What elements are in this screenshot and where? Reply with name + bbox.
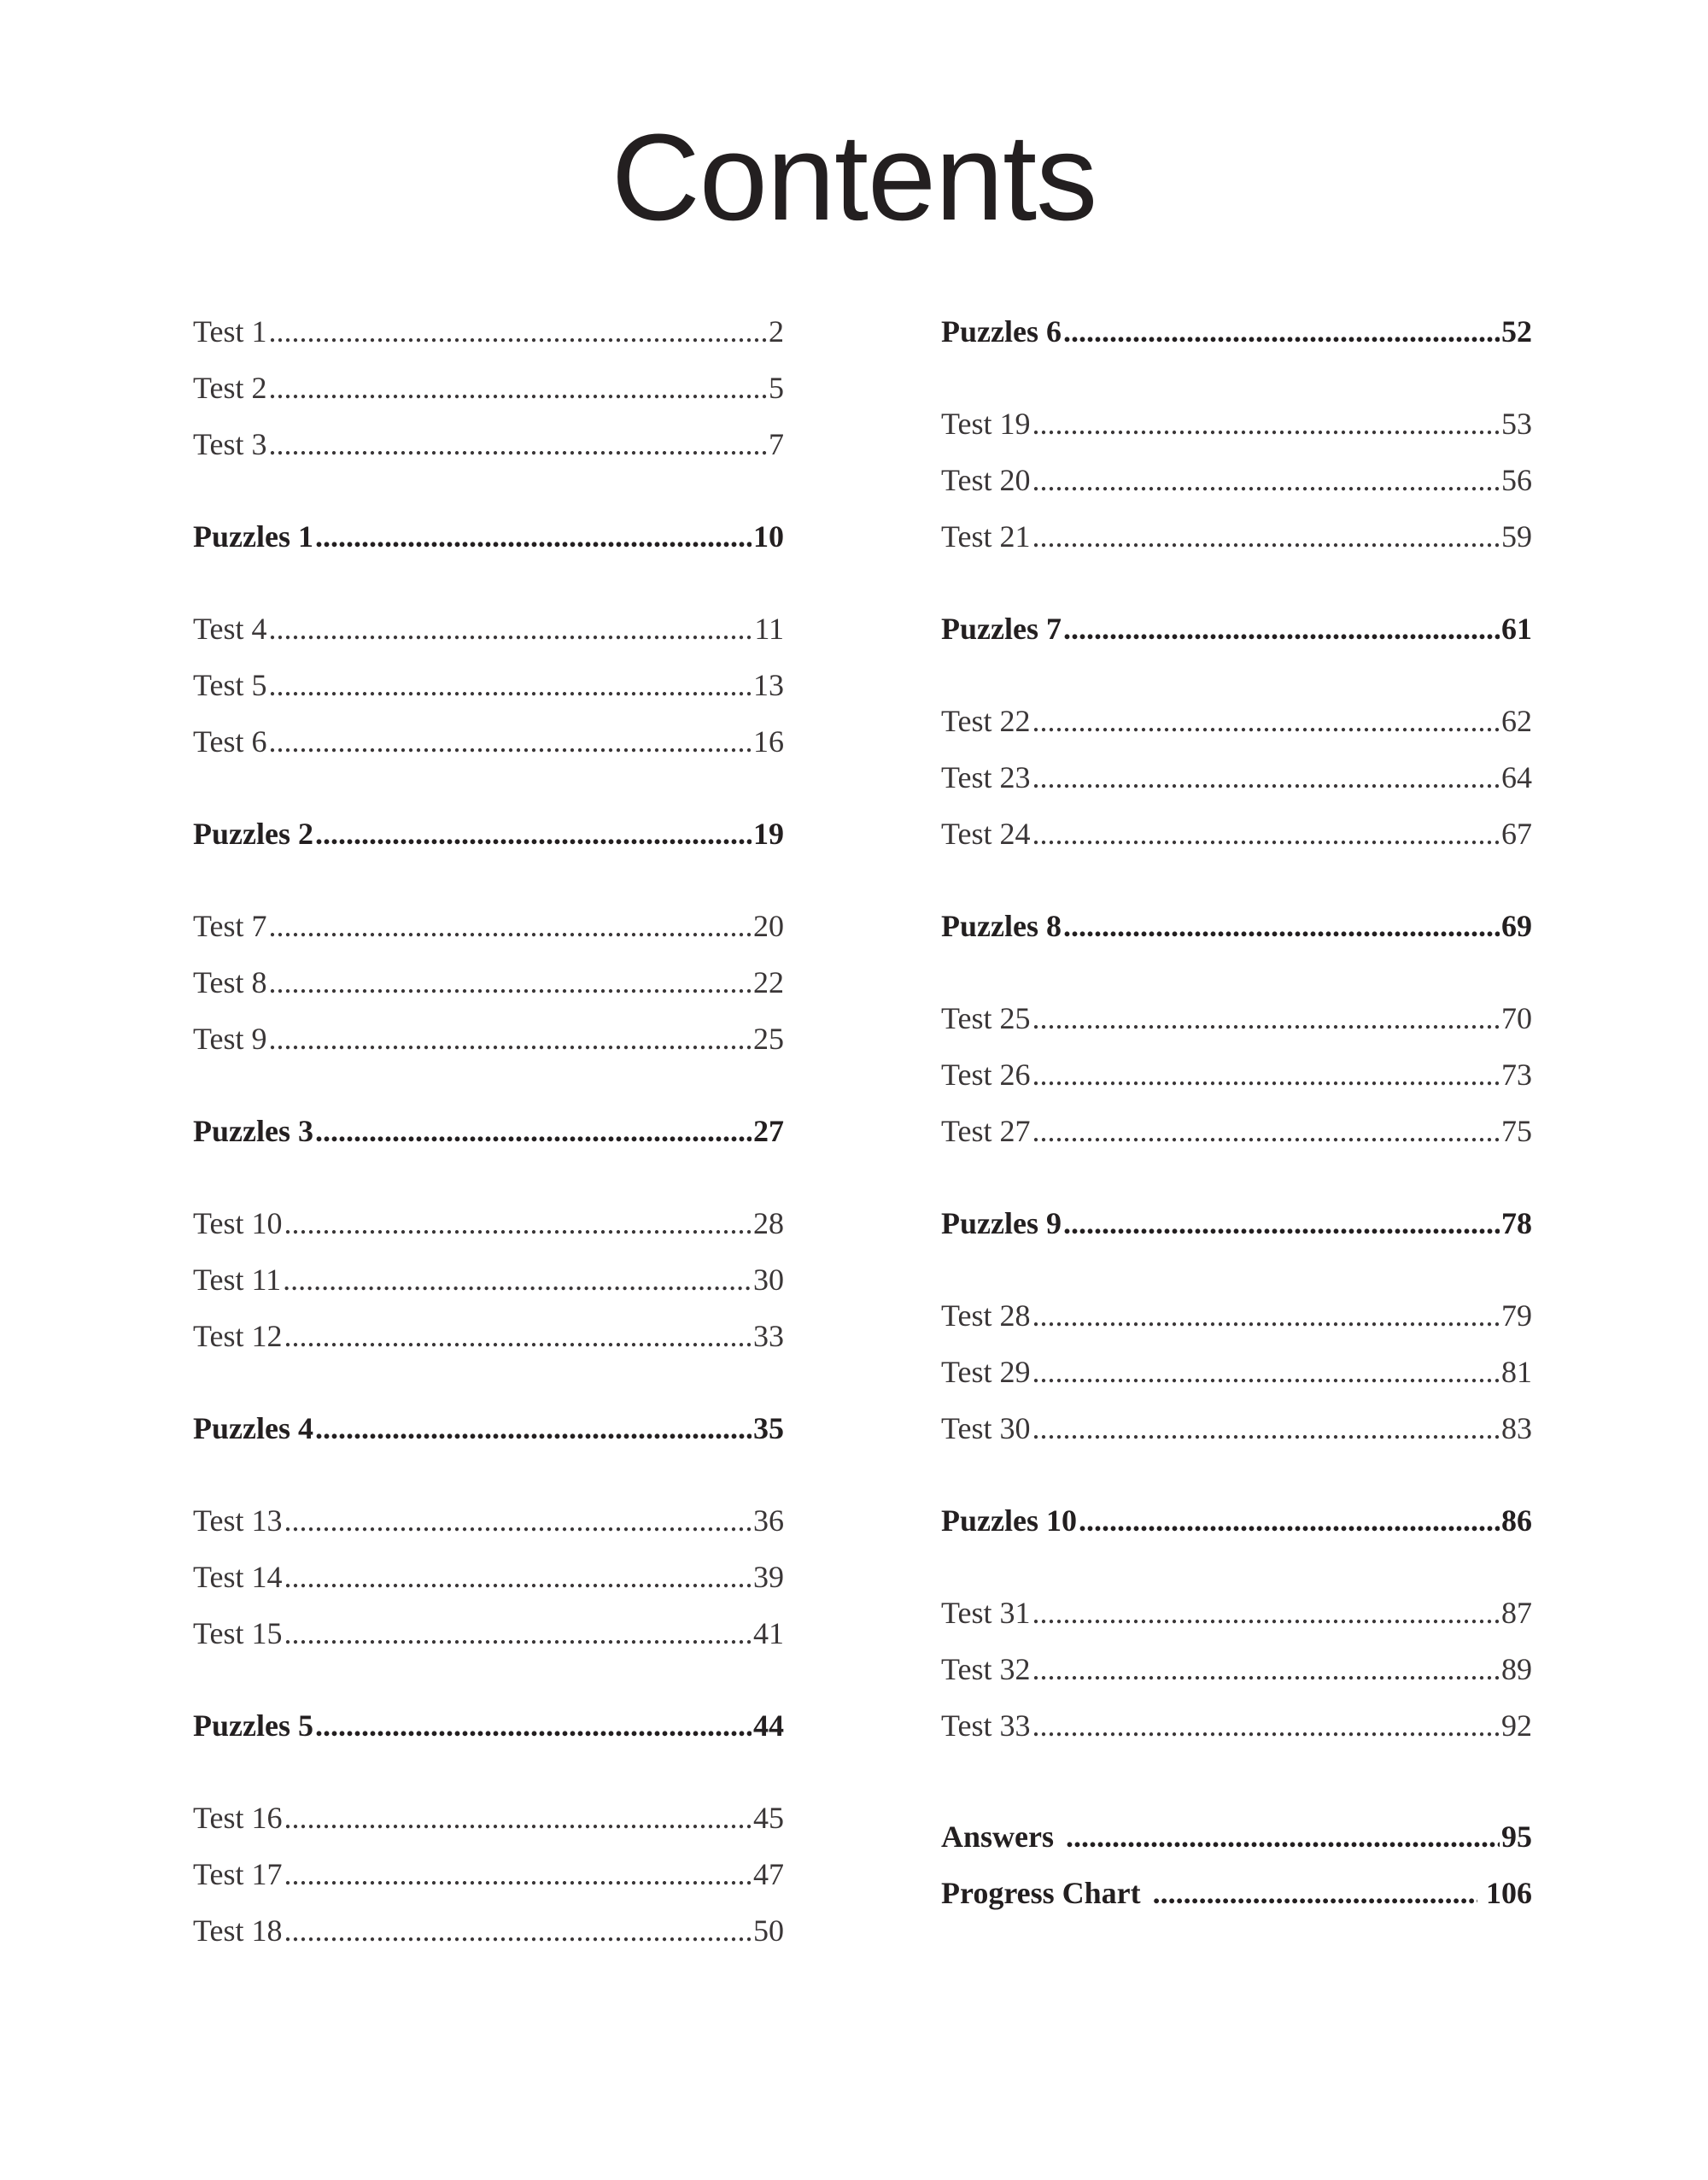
- toc-left-column: [193, 313, 784, 1968]
- toc-right-column: [941, 313, 1532, 1931]
- toc-entry-label: Puzzles 1: [193, 519, 313, 554]
- toc-entry[interactable]: [193, 907, 784, 945]
- toc-entry-label: Test 31: [941, 1596, 1031, 1630]
- toc-entry-label: Puzzles 9: [941, 1206, 1062, 1240]
- leader-dots: [268, 964, 752, 1001]
- toc-entry-label: Puzzles 4: [193, 1411, 313, 1445]
- toc-entry[interactable]: [941, 461, 1532, 499]
- toc-entry-label: Test 20: [941, 463, 1031, 497]
- toc-entry[interactable]: [193, 1912, 784, 1949]
- toc-entry[interactable]: [941, 1594, 1532, 1632]
- leader-dots: [1032, 461, 1500, 499]
- toc-entry-page: 25: [753, 1022, 784, 1056]
- leader-dots: [1032, 1297, 1500, 1334]
- toc-entry[interactable]: [193, 1204, 784, 1242]
- toc-entry-label: Test 7: [193, 909, 267, 943]
- leader-dots: [1032, 1056, 1500, 1093]
- leader-dots: [283, 1261, 752, 1298]
- toc-entry-page: 78: [1501, 1206, 1532, 1240]
- toc-entry-page: 83: [1501, 1411, 1532, 1445]
- toc-section-entry[interactable]: [941, 610, 1532, 648]
- toc-entry[interactable]: [941, 1650, 1532, 1688]
- toc-section-entry[interactable]: [941, 1818, 1532, 1855]
- leader-dots: [284, 1204, 752, 1242]
- leader-dots: [315, 815, 752, 853]
- toc-section-entry[interactable]: [193, 1112, 784, 1150]
- toc-section-entry[interactable]: [941, 1874, 1532, 1912]
- toc-entry-page: 87: [1501, 1596, 1532, 1630]
- toc-entry-label: Puzzles 5: [193, 1708, 313, 1743]
- toc-entry-page: 89: [1501, 1652, 1532, 1686]
- toc-entry[interactable]: [193, 610, 784, 648]
- toc-entry[interactable]: [193, 1855, 784, 1893]
- toc-entry-page: 86: [1501, 1503, 1532, 1538]
- toc-entry-page: 56: [1501, 463, 1532, 497]
- toc-entry-label: Test 32: [941, 1652, 1031, 1686]
- toc-entry-label: Puzzles 8: [941, 909, 1062, 943]
- toc-entry[interactable]: [941, 518, 1532, 555]
- toc-entry-label: Test 10: [193, 1206, 283, 1240]
- toc-entry[interactable]: [193, 1020, 784, 1058]
- toc-entry-page: 30: [753, 1263, 784, 1297]
- toc-entry-page: 5: [769, 371, 784, 405]
- toc-entry-page: 81: [1501, 1355, 1532, 1389]
- toc-entry[interactable]: [193, 425, 784, 463]
- toc-entry[interactable]: [941, 405, 1532, 442]
- toc-entry-page: 7: [769, 427, 784, 461]
- toc-section-entry[interactable]: [193, 1707, 784, 1744]
- page-title: Contents: [611, 108, 1097, 246]
- toc-entry-label: Test 15: [193, 1616, 283, 1650]
- leader-dots: [268, 610, 752, 648]
- toc-entry-page: 53: [1501, 407, 1532, 441]
- leader-dots: [315, 1409, 752, 1447]
- toc-entry-label: Test 9: [193, 1022, 267, 1056]
- leader-dots: [1032, 1650, 1500, 1688]
- toc-entry-label: Test 25: [941, 1001, 1031, 1035]
- toc-entry-label: Progress Chart: [941, 1876, 1141, 1910]
- leader-dots: [284, 1502, 752, 1539]
- toc-entry[interactable]: [941, 1409, 1532, 1447]
- toc-entry[interactable]: [193, 1261, 784, 1298]
- leader-dots: [1032, 1353, 1500, 1391]
- toc-entry-page: 16: [753, 724, 784, 759]
- leader-dots: [1032, 1707, 1500, 1744]
- leader-dots: [1032, 999, 1500, 1037]
- leader-dots: [1063, 313, 1500, 350]
- toc-entry-page: 2: [769, 314, 784, 349]
- toc-entry-page: 28: [753, 1206, 784, 1240]
- toc-entry-label: Test 17: [193, 1857, 283, 1891]
- toc-entry-page: 106: [1486, 1876, 1532, 1910]
- toc-entry-label: Test 33: [941, 1708, 1031, 1743]
- toc-entry-label: Test 12: [193, 1319, 283, 1353]
- toc-entry-label: Test 4: [193, 612, 267, 646]
- leader-dots: [284, 1558, 752, 1596]
- leader-dots: [268, 1020, 752, 1058]
- toc-entry-label: Test 6: [193, 724, 267, 759]
- leader-dots: [1032, 1409, 1500, 1447]
- toc-entry-label: Puzzles 6: [941, 314, 1062, 349]
- toc-entry[interactable]: [941, 1112, 1532, 1150]
- toc-entry-label: Puzzles 2: [193, 817, 313, 851]
- toc-entry[interactable]: [193, 964, 784, 1001]
- toc-entry[interactable]: [193, 1799, 784, 1837]
- toc-entry-page: 70: [1501, 1001, 1532, 1035]
- toc-entry-page: 33: [753, 1319, 784, 1353]
- toc-entry[interactable]: [193, 369, 784, 407]
- toc-entry-page: 47: [753, 1857, 784, 1891]
- toc-entry-page: 92: [1501, 1708, 1532, 1743]
- toc-entry[interactable]: [941, 1056, 1532, 1093]
- leader-dots: [284, 1614, 752, 1652]
- toc-entry[interactable]: [941, 815, 1532, 853]
- leader-dots: [1079, 1502, 1500, 1539]
- toc-entry-label: Test 16: [193, 1801, 283, 1835]
- toc-section-entry[interactable]: [193, 815, 784, 853]
- leader-dots: [1063, 610, 1500, 648]
- leader-dots: [1063, 907, 1500, 945]
- leader-dots: [1153, 1874, 1477, 1912]
- toc-entry[interactable]: [941, 1353, 1532, 1391]
- toc-entry-label: Test 19: [941, 407, 1031, 441]
- toc-entry-page: 45: [753, 1801, 784, 1835]
- toc-section-entry[interactable]: [193, 1409, 784, 1447]
- toc-entry-page: 19: [753, 817, 784, 851]
- toc-entry-page: 69: [1501, 909, 1532, 943]
- toc-entry-page: 44: [753, 1708, 784, 1743]
- toc-entry-page: 11: [754, 612, 784, 646]
- toc-entry-label: Answers: [941, 1820, 1054, 1854]
- toc-entry-label: Puzzles 7: [941, 612, 1062, 646]
- toc-entry-label: Test 3: [193, 427, 267, 461]
- toc-entry-label: Test 1: [193, 314, 267, 349]
- leader-dots: [1032, 1594, 1500, 1632]
- toc-entry-page: 59: [1501, 519, 1532, 554]
- toc-entry-label: Test 5: [193, 668, 267, 702]
- toc-entry-page: 64: [1501, 760, 1532, 794]
- toc-entry-page: 95: [1501, 1820, 1532, 1854]
- toc-entry-label: Test 13: [193, 1503, 283, 1538]
- toc-entry-page: 75: [1501, 1114, 1532, 1148]
- leader-dots: [268, 907, 752, 945]
- toc-entry-page: 36: [753, 1503, 784, 1538]
- leader-dots: [315, 518, 752, 555]
- toc-entry[interactable]: [193, 723, 784, 760]
- toc-entry-label: Test 24: [941, 817, 1031, 851]
- leader-dots: [1032, 759, 1500, 796]
- toc-entry-page: 67: [1501, 817, 1532, 851]
- toc-entry[interactable]: [193, 313, 784, 350]
- toc-entry[interactable]: [941, 999, 1532, 1037]
- toc-entry-label: Test 21: [941, 519, 1031, 554]
- toc-entry-page: 35: [753, 1411, 784, 1445]
- toc-section-entry[interactable]: [941, 907, 1532, 945]
- toc-entry-label: Test 8: [193, 965, 267, 999]
- toc-entry-page: 41: [753, 1616, 784, 1650]
- toc-entry-page: 20: [753, 909, 784, 943]
- toc-entry-label: Test 14: [193, 1560, 283, 1594]
- toc-section-entry[interactable]: [941, 1502, 1532, 1539]
- toc-section-entry[interactable]: [193, 518, 784, 555]
- toc-entry[interactable]: [193, 1558, 784, 1596]
- leader-dots: [268, 666, 752, 704]
- leader-dots: [1063, 1204, 1500, 1242]
- toc-entry-page: 27: [753, 1114, 784, 1148]
- toc-entry-page: 62: [1501, 704, 1532, 738]
- toc-entry-label: Test 18: [193, 1913, 283, 1948]
- toc-entry[interactable]: [193, 1502, 784, 1539]
- toc-entry[interactable]: [941, 759, 1532, 796]
- leader-dots: [284, 1855, 752, 1893]
- toc-entry[interactable]: [941, 702, 1532, 740]
- toc-entry-label: Test 30: [941, 1411, 1031, 1445]
- toc-entry-page: 52: [1501, 314, 1532, 349]
- leader-dots: [1032, 1112, 1500, 1150]
- toc-section-entry[interactable]: [941, 1204, 1532, 1242]
- toc-entry-page: 79: [1501, 1298, 1532, 1333]
- toc-entry-page: 10: [753, 519, 784, 554]
- leader-dots: [268, 313, 767, 350]
- leader-dots: [268, 425, 767, 463]
- toc-entry-page: 13: [753, 668, 784, 702]
- toc-entry-label: Test 22: [941, 704, 1031, 738]
- toc-entry[interactable]: [193, 1317, 784, 1355]
- toc-entry-label: Test 27: [941, 1114, 1031, 1148]
- toc-entry[interactable]: [193, 666, 784, 704]
- leader-dots: [268, 723, 752, 760]
- leader-dots: [1066, 1818, 1500, 1855]
- toc-entry-label: Test 11: [193, 1263, 282, 1297]
- toc-entry-label: Test 23: [941, 760, 1031, 794]
- leader-dots: [284, 1317, 752, 1355]
- leader-dots: [284, 1799, 752, 1837]
- leader-dots: [268, 369, 767, 407]
- leader-dots: [315, 1707, 752, 1744]
- toc-entry-page: 22: [753, 965, 784, 999]
- leader-dots: [284, 1912, 752, 1949]
- toc-entry-page: 50: [753, 1913, 784, 1948]
- toc-entry[interactable]: [941, 1707, 1532, 1744]
- toc-entry-label: Puzzles 3: [193, 1114, 313, 1148]
- toc-entry[interactable]: [193, 1614, 784, 1652]
- leader-dots: [1032, 815, 1500, 853]
- leader-dots: [1032, 518, 1500, 555]
- toc-entry-page: 61: [1501, 612, 1532, 646]
- toc-entry-label: Test 28: [941, 1298, 1031, 1333]
- leader-dots: [1032, 702, 1500, 740]
- toc-entry-label: Test 29: [941, 1355, 1031, 1389]
- toc-entry-page: 73: [1501, 1058, 1532, 1092]
- toc-entry[interactable]: [941, 1297, 1532, 1334]
- toc-entry-label: Test 26: [941, 1058, 1031, 1092]
- toc-section-entry[interactable]: [941, 313, 1532, 350]
- toc-entry-label: Test 2: [193, 371, 267, 405]
- toc-entry-label: Puzzles 10: [941, 1503, 1077, 1538]
- leader-dots: [315, 1112, 752, 1150]
- leader-dots: [1032, 405, 1500, 442]
- toc-entry-page: 39: [753, 1560, 784, 1594]
